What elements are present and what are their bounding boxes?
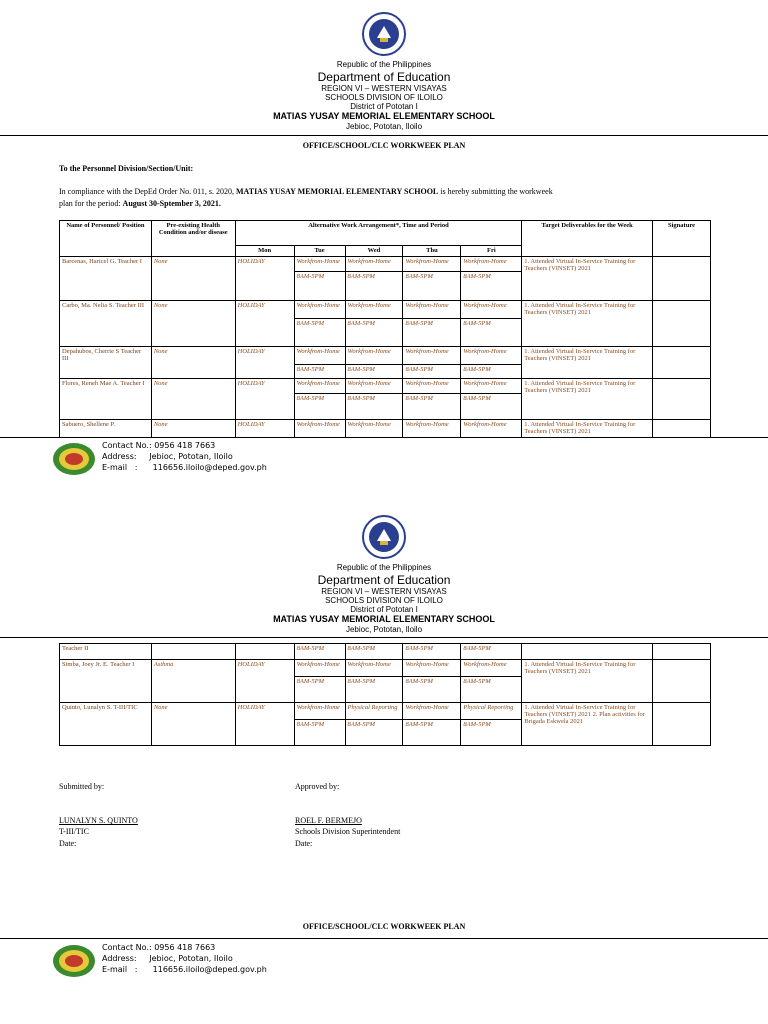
col-health-header: Pre-existing Health Condition and/or disease xyxy=(151,221,235,257)
to-line: To the Personnel Division/Section/Unit: xyxy=(59,164,194,173)
thu-time: 8AM-5PM xyxy=(403,393,461,420)
wed-cell: Workfrom-Home xyxy=(345,347,403,364)
approver-name: ROEL F. BERMEJO xyxy=(295,816,362,825)
wed-time: 8AM-5PM xyxy=(345,272,403,301)
tue-time: 8AM-5PM xyxy=(294,644,345,660)
table-row xyxy=(60,347,711,364)
fri-time: 8AM-5PM xyxy=(461,677,522,703)
header-divider xyxy=(0,637,768,638)
health-condition: None xyxy=(151,379,235,420)
col-target-header: Target Deliverables for the Week xyxy=(522,221,653,257)
deliverables xyxy=(522,644,653,660)
health-condition: None xyxy=(151,703,235,746)
doc-title: OFFICE/SCHOOL/CLC WORKWEEK PLAN xyxy=(302,922,466,931)
wed-cell: Physical Reporting xyxy=(345,703,403,720)
health-condition: None xyxy=(151,420,235,438)
personnel-name: Simba, Joey Jr. E. Teacher I xyxy=(60,660,152,703)
deped-seal-icon xyxy=(362,12,406,56)
footer-divider xyxy=(0,938,768,939)
fri-time: 8AM-5PM xyxy=(461,720,522,746)
fri-cell: Workfrom-Home xyxy=(461,256,522,271)
workweek-table-page2 xyxy=(59,643,711,746)
personnel-name: Flores, Reneh Mae A. Teacher I xyxy=(60,379,152,420)
footer-address: Address: Jebioc, Pototan, Iloilo xyxy=(102,954,233,963)
school-logo-icon xyxy=(52,442,96,476)
wed-time: 8AM-5PM xyxy=(345,720,403,746)
signature-cell xyxy=(653,703,711,746)
approver-date: Date: xyxy=(295,839,313,848)
tue-cell: Workfrom-Home xyxy=(294,420,345,438)
table-row xyxy=(60,703,711,720)
tue-cell: Workfrom-Home xyxy=(294,301,345,318)
personnel-name: Teacher II xyxy=(60,644,152,660)
fri-time: 8AM-5PM xyxy=(461,272,522,301)
wed-cell: Workfrom-Home xyxy=(345,301,403,318)
col-awa-header: Alternative Work Arrangement*, Time and Period xyxy=(235,221,522,246)
region-text: REGION VI – WESTERN VISAYAS xyxy=(321,84,447,93)
signature-cell xyxy=(653,347,711,379)
thu-cell: Workfrom-Home xyxy=(403,420,461,438)
wed-time: 8AM-5PM xyxy=(345,393,403,420)
school-name: MATIAS YUSAY MEMORIAL ELEMENTARY SCHOOL xyxy=(273,111,495,121)
health-condition: None xyxy=(151,256,235,300)
tue-time: 8AM-5PM xyxy=(294,393,345,420)
fri-cell: Workfrom-Home xyxy=(461,660,522,677)
signature-cell xyxy=(653,660,711,703)
table-row xyxy=(60,660,711,677)
col-signature-header: Signature xyxy=(653,221,711,257)
thu-time: 8AM-5PM xyxy=(403,677,461,703)
mon-cell xyxy=(235,644,294,660)
fri-time: 8AM-5PM xyxy=(461,364,522,378)
deliverables: 1. Attended Virtual In-Service Training for Teachers (VINSET) 2021 xyxy=(522,347,653,379)
signature-cell xyxy=(653,379,711,420)
school-address: Jebioc, Pototan, Iloilo xyxy=(345,625,423,634)
col-wed: Wed xyxy=(345,245,403,256)
wed-cell: Workfrom-Home xyxy=(345,420,403,438)
tue-cell: Workfrom-Home xyxy=(294,379,345,393)
health-condition: None xyxy=(151,347,235,379)
intro-period: August 30-Sptember 3, 2021. xyxy=(122,199,221,208)
table-row xyxy=(60,256,711,271)
mon-cell: HOLIDAY xyxy=(235,660,294,703)
intro-text-c: plan for the period: xyxy=(59,199,121,208)
doc-title: OFFICE/SCHOOL/CLC WORKWEEK PLAN xyxy=(302,141,466,150)
thu-time: 8AM-5PM xyxy=(403,720,461,746)
intro-paragraph xyxy=(59,186,711,210)
health-condition xyxy=(151,644,235,660)
col-name-header: Name of Personnel/ Position xyxy=(60,221,152,257)
col-mon: Mon xyxy=(235,245,294,256)
signature-cell xyxy=(653,256,711,300)
wed-time: 8AM-5PM xyxy=(345,677,403,703)
col-thu: Thu xyxy=(403,245,461,256)
deliverables: 1. Attended Virtual In-Service Training for Teachers (VINSET) 2021 xyxy=(522,301,653,347)
deped-seal-icon xyxy=(362,515,406,559)
footer-email: E-mail : 116656.iloilo@deped.gov.ph xyxy=(102,965,267,974)
wed-time: 8AM-5PM xyxy=(345,318,403,347)
wed-time: 8AM-5PM xyxy=(345,364,403,378)
approved-label: Approved by: xyxy=(295,782,340,791)
thu-cell: Workfrom-Home xyxy=(403,660,461,677)
col-fri: Fri xyxy=(461,245,522,256)
school-name: MATIAS YUSAY MEMORIAL ELEMENTARY SCHOOL xyxy=(273,614,495,624)
tue-cell: Workfrom-Home xyxy=(294,660,345,677)
thu-time: 8AM-5PM xyxy=(403,272,461,301)
division-text: SCHOOLS DIVISION OF ILOILO xyxy=(325,596,443,605)
tue-time: 8AM-5PM xyxy=(294,318,345,347)
fri-time: 8AM-5PM xyxy=(461,393,522,420)
fri-cell: Workfrom-Home xyxy=(461,347,522,364)
submitted-label: Submitted by: xyxy=(59,782,105,791)
tue-time: 8AM-5PM xyxy=(294,272,345,301)
thu-cell: Workfrom-Home xyxy=(403,347,461,364)
health-condition: None xyxy=(151,301,235,347)
thu-cell: Workfrom-Home xyxy=(403,703,461,720)
thu-time: 8AM-5PM xyxy=(403,644,461,660)
wed-cell: Workfrom-Home xyxy=(345,660,403,677)
tue-cell: Workfrom-Home xyxy=(294,256,345,271)
wed-time: 8AM-5PM xyxy=(345,644,403,660)
workweek-table-page1 xyxy=(59,220,711,438)
division-text: SCHOOLS DIVISION OF ILOILO xyxy=(325,93,443,102)
region-text: REGION VI – WESTERN VISAYAS xyxy=(321,587,447,596)
fri-cell: Workfrom-Home xyxy=(461,301,522,318)
district-text: District of Pototan I xyxy=(350,605,418,614)
thu-cell: Workfrom-Home xyxy=(403,379,461,393)
thu-cell: Workfrom-Home xyxy=(403,301,461,318)
intro-text-a: In compliance with the DepEd Order No. 011, s. 2020, xyxy=(59,187,234,196)
intro-text-b: is hereby submitting the workweek xyxy=(440,187,553,196)
table-row xyxy=(60,301,711,318)
footer-address: Address: Jebioc, Pototan, Iloilo xyxy=(102,452,233,461)
col-tue: Tue xyxy=(294,245,345,256)
wed-cell: Workfrom-Home xyxy=(345,379,403,393)
school-address: Jebioc, Pototan, Iloilo xyxy=(345,122,423,131)
personnel-name: Barcenas, Haricel G. Teacher I xyxy=(60,256,152,300)
deliverables: 1. Attended Virtual In-Service Training for Teachers (VINSET) 2021 xyxy=(522,379,653,420)
tue-time: 8AM-5PM xyxy=(294,364,345,378)
fri-cell: Workfrom-Home xyxy=(461,379,522,393)
table-row xyxy=(60,644,711,660)
tue-cell: Workfrom-Home xyxy=(294,347,345,364)
department-title: Department of Education xyxy=(317,573,451,587)
submitter-name: LUNALYN S. QUINTO xyxy=(59,816,138,825)
mon-cell: HOLIDAY xyxy=(235,420,294,438)
footer-email: E-mail : 116656.iloilo@deped.gov.ph xyxy=(102,463,267,472)
department-title: Department of Education xyxy=(317,70,451,84)
signature-cell xyxy=(653,301,711,347)
submitter-title: T-III/TIC xyxy=(59,827,89,836)
fri-time: 8AM-5PM xyxy=(461,318,522,347)
deliverables: 1. Attended Virtual In-Service Training for Teachers (VINSET) 2021 xyxy=(522,660,653,703)
intro-school: MATIAS YUSAY MEMORIAL ELEMENTARY SCHOOL xyxy=(236,187,439,196)
fri-cell: Workfrom-Home xyxy=(461,420,522,438)
signature-cell xyxy=(653,644,711,660)
personnel-name: Carbo, Ma. Nelia S. Teacher III xyxy=(60,301,152,347)
personnel-name: Quinto, Lunalyn S. T-III/TIC xyxy=(60,703,152,746)
thu-time: 8AM-5PM xyxy=(403,318,461,347)
tue-time: 8AM-5PM xyxy=(294,720,345,746)
district-text: District of Pototan I xyxy=(350,102,418,111)
footer-contact: Contact No.: 0956 418 7663 xyxy=(102,441,216,450)
submitter-date: Date: xyxy=(59,839,77,848)
footer-contact: Contact No.: 0956 418 7663 xyxy=(102,943,216,952)
personnel-name: Sabuero, Shellene P. xyxy=(60,420,152,438)
health-condition: Asthma xyxy=(151,660,235,703)
wed-cell: Workfrom-Home xyxy=(345,256,403,271)
fri-time: 8AM-5PM xyxy=(461,644,522,660)
approver-title: Schools Division Superintendent xyxy=(295,827,401,836)
mon-cell: HOLIDAY xyxy=(235,379,294,420)
school-logo-icon xyxy=(52,944,96,978)
deliverables: 1. Attended Virtual In-Service Training for Teachers (VINSET) 2021 xyxy=(522,256,653,300)
tue-time: 8AM-5PM xyxy=(294,677,345,703)
republic-text: Republic of the Philippines xyxy=(336,60,432,69)
republic-text: Republic of the Philippines xyxy=(336,563,432,572)
mon-cell: HOLIDAY xyxy=(235,347,294,379)
thu-cell: Workfrom-Home xyxy=(403,256,461,271)
table-row xyxy=(60,420,711,438)
signature-cell xyxy=(653,420,711,438)
mon-cell: HOLIDAY xyxy=(235,703,294,746)
deliverables: 1. Attended Virtual In-Service Training for Teachers (VINSET) 2021 2. Plan activities for Brigada Eskwela 2021 xyxy=(522,703,653,746)
fri-cell: Physical Reporting xyxy=(461,703,522,720)
footer-divider xyxy=(0,437,768,438)
deliverables: 1. Attended Virtual In-Service Training for Teachers (VINSET) 2021 xyxy=(522,420,653,438)
table-row xyxy=(60,379,711,393)
mon-cell: HOLIDAY xyxy=(235,301,294,347)
tue-cell: Workfrom-Home xyxy=(294,703,345,720)
mon-cell: HOLIDAY xyxy=(235,256,294,300)
thu-time: 8AM-5PM xyxy=(403,364,461,378)
personnel-name: Depahubos, Cherrie S Teacher III xyxy=(60,347,152,379)
header-divider xyxy=(0,135,768,136)
